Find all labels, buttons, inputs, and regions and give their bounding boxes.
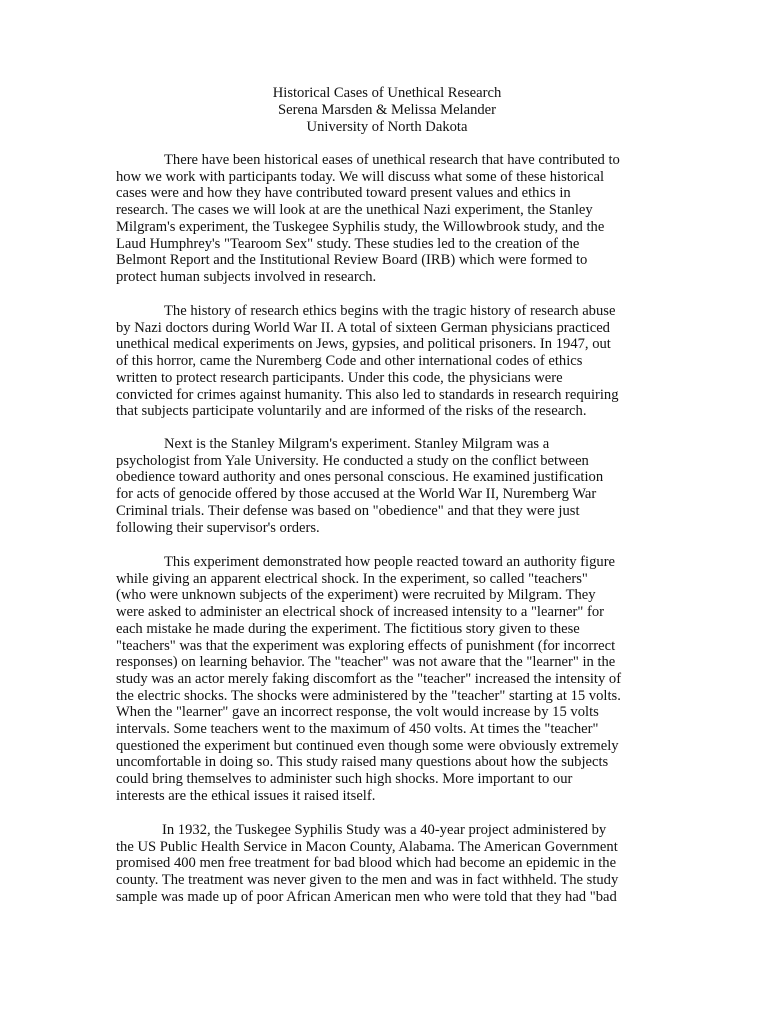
paragraph-line: unethical medical experiments on Jews, gypsies, and political prisoners. In 1947, out (116, 336, 611, 353)
paragraph-line: protect human subjects involved in research. (116, 268, 377, 285)
paragraph-line: for acts of genocide offered by those accused at the World War II, Nuremberg War (116, 486, 597, 503)
paragraph-introduction (116, 152, 656, 286)
paragraph-line: written to protect research participants. Under this code, the physicians were (116, 369, 563, 386)
paragraph-line: following their supervisor's orders. (116, 519, 320, 536)
paragraph-line: Criminal trials. Their defense was based on "obedience" and that they were just (116, 502, 580, 519)
paragraph-line: could bring themselves to administer such high shocks. More important to our (116, 771, 573, 788)
paragraph-line: how we work with participants today. We will discuss what some of these historical (116, 168, 605, 185)
paragraph-line: study was an actor merely faking discomfort as the "teacher" increased the intensity of (116, 670, 622, 687)
paragraph-line: When the "learner" gave an incorrect response, the volt would increase by 15 volts (116, 704, 599, 721)
paragraph-line: Milgram's experiment, the Tuskegee Syphilis study, the Willowbrook study, and the (116, 218, 605, 235)
paragraph-line: the electric shocks. The shocks were administered by the "teacher" starting at 15 volts. (116, 687, 621, 704)
paragraph-line: The history of research ethics begins with the tragic history of research abuse (164, 303, 616, 319)
document-authors: Serena Marsden & Melissa Melander (277, 102, 497, 118)
paragraph-line: There have been historical eases of unethical research that have contributed to (164, 152, 620, 168)
document-header (0, 85, 768, 136)
paragraph-line: questioned the experiment but continued even though some were obviously extremely (116, 737, 619, 754)
paragraph-line: In 1932, the Tuskegee Syphilis Study was a 40-year project administered by (162, 822, 607, 838)
paragraph-line: Next is the Stanley Milgram's experiment. Stanley Milgram was a (164, 436, 550, 452)
paragraph-line: were asked to administer an electrical shock of increased intensity to a "learner" for (116, 604, 605, 621)
paragraph-line: promised 400 men free treatment for bad blood which had become an epidemic in the (116, 855, 617, 872)
paragraph-line: uncomfortable in doing so. This study raised many questions about how the subjects (116, 754, 609, 771)
paragraph-line: research. The cases we will look at are the unethical Nazi experiment, the Stanley (116, 202, 593, 219)
paragraph-nazi-experiments (116, 303, 656, 420)
paragraph-line: (who were unknown subjects of the experiment) were recruited by Milgram. They (116, 587, 596, 604)
paragraph-line: the US Public Health Service in Macon County, Alabama. The American Government (116, 838, 618, 855)
paragraph-line: obedience toward authority and ones personal conscious. He examined justification (116, 469, 604, 486)
paragraph-line: while giving an apparent electrical shock. In the experiment, so called "teachers" (116, 570, 588, 587)
paragraph-line: "teachers" was that the experiment was exploring effects of punishment (for incorrect (116, 637, 616, 654)
paragraph-line: of this horror, came the Nuremberg Code and other international codes of ethics (116, 353, 583, 370)
paragraph-line: This experiment demonstrated how people reacted toward an authority figure (164, 554, 616, 570)
paragraph-milgram-intro (116, 436, 656, 536)
paragraph-line: cases were and how they have contributed toward present values and ethics in (116, 185, 571, 202)
paragraph-line: interests are the ethical issues it raised itself. (116, 787, 376, 804)
paragraph-line: that subjects participate voluntarily and are informed of the risks of the research. (116, 403, 587, 420)
paragraph-line: county. The treatment was never given to the men and was in fact withheld. The study (116, 872, 619, 889)
paragraph-line: by Nazi doctors during World War II. A total of sixteen German physicians practiced (116, 319, 610, 336)
paragraph-line: convicted for crimes against humanity. This also led to standards in research requiring (116, 386, 619, 403)
paragraph-line: sample was made up of poor African American men who were told that they had "bad (116, 888, 617, 905)
paragraph-line: intervals. Some teachers went to the maximum of 450 volts. At times the "teacher" (116, 721, 599, 738)
paragraph-line: each mistake he made during the experiment. The fictitious story given to these (116, 620, 580, 637)
document-institution: University of North Dakota (306, 119, 468, 135)
paragraph-line: Laud Humphrey's "Tearoom Sex" study. These studies led to the creation of the (116, 235, 580, 252)
paragraph-milgram-experiment (116, 554, 656, 805)
paragraph-line: psychologist from Yale University. He conducted a study on the conflict between (116, 452, 589, 469)
paragraph-line: responses) on learning behavior. The "teacher" was not aware that the "learner" in the (116, 654, 616, 671)
paragraph-tuskegee-study (116, 822, 656, 906)
document-title: Historical Cases of Unethical Research (272, 85, 502, 101)
paragraph-line: Belmont Report and the Institutional Review Board (IRB) which were formed to (116, 252, 588, 269)
